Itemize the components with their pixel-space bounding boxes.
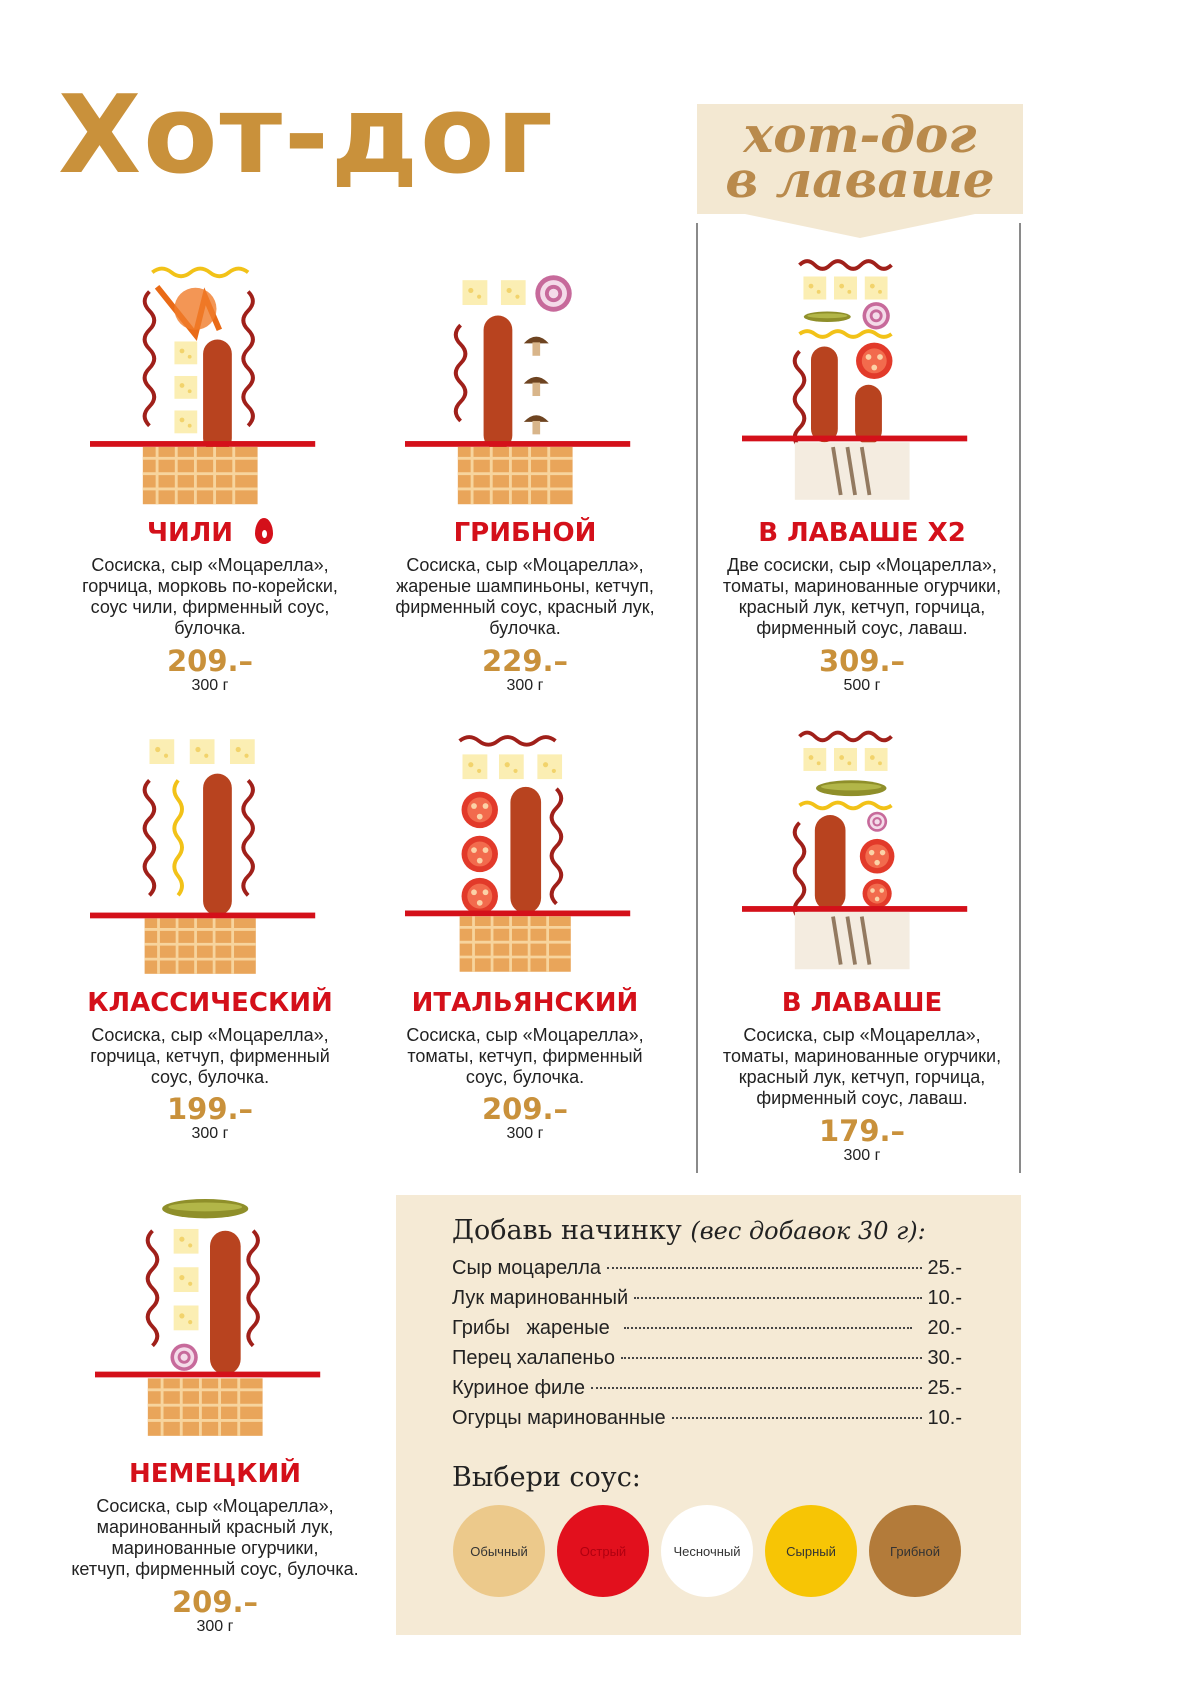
hotdog-lavash-x2-image [742, 255, 972, 505]
item-description: Две сосиски, сыр «Моцарелла», томаты, маринованные огурчики, красный лук, кетчуп, горчица, фирменный соус, лаваш. [722, 555, 1002, 638]
hotdog-mushroom-image [405, 260, 635, 510]
addons-heading: Добавь начинку (вес добавок 30 г): [452, 1215, 926, 1246]
sauce-cheese[interactable]: Сырный [765, 1505, 857, 1597]
sauce-regular[interactable]: Обычный [453, 1505, 545, 1597]
item-weight: 300 г [196, 1618, 234, 1635]
hotdog-chili-image [90, 260, 320, 510]
item-weight: 300 г [191, 1125, 229, 1142]
item-description: Сосиска, сыр «Моцарелла», горчица, морковь по-корейски, соус чили, фирменный соус, булочка. [82, 555, 338, 638]
item-name: В ЛАВАШЕ X2 [758, 518, 966, 548]
item-weight: 300 г [506, 1125, 544, 1142]
item-name: ЧИЛИ [60, 518, 360, 548]
page-title: Хот-дог [58, 73, 555, 198]
sauce-mushroom[interactable]: Грибной [869, 1505, 961, 1597]
lavash-column-left-rule [696, 223, 698, 1173]
item-price: 229.– [481, 644, 569, 678]
item-price: 199.– [166, 1092, 254, 1126]
addon-row: Сыр моцарелла 25.- [452, 1257, 962, 1279]
addon-row: Лук маринованный 10.- [452, 1287, 962, 1309]
hotdog-lavash-image [742, 725, 972, 975]
item-name: В ЛАВАШЕ [781, 988, 943, 1018]
item-description: Сосиска, сыр «Моцарелла», жареные шампиньоны, кетчуп, фирменный соус, красный лук, булочка. [395, 555, 655, 638]
item-name: ГРИБНОЙ [453, 518, 597, 548]
item-price: 209.– [481, 1092, 569, 1126]
lavash-badge-line2: в лаваше [725, 150, 995, 209]
sauce-garlic[interactable]: Чесночный [661, 1505, 753, 1597]
hotdog-italian-image [405, 728, 635, 978]
addon-row: Огурцы маринованные 10.- [452, 1407, 962, 1429]
item-name: ИТАЛЬЯНСКИЙ [411, 988, 639, 1018]
item-weight: 300 г [843, 1147, 881, 1164]
item-price: 209.– [171, 1585, 259, 1619]
hotdog-german-image [95, 1192, 325, 1442]
item-weight: 500 г [843, 677, 881, 694]
sauce-spicy[interactable]: Острый [557, 1505, 649, 1597]
item-description: Сосиска, сыр «Моцарелла», горчица, кетчуп, фирменный соус, булочка. [90, 1025, 330, 1087]
addon-row: Перец халапеньо 30.- [452, 1347, 962, 1369]
item-price: 179.– [818, 1114, 906, 1148]
addon-row: Куриное филе 25.- [452, 1377, 962, 1399]
lavash-badge-pointer [745, 214, 975, 238]
chili-flame-icon [255, 518, 273, 544]
item-weight: 300 г [191, 677, 229, 694]
hotdog-classic-image [90, 732, 320, 982]
item-weight: 300 г [506, 677, 544, 694]
item-description: Сосиска, сыр «Моцарелла», томаты, кетчуп, фирменный соус, булочка. [406, 1025, 644, 1087]
lavash-badge-text [697, 105, 1023, 209]
item-price: 209.– [166, 644, 254, 678]
lavash-badge-line1: хот-дог [743, 105, 977, 164]
item-name: НЕМЕЦКИЙ [128, 1459, 302, 1489]
item-name: КЛАССИЧЕСКИЙ [87, 988, 333, 1018]
item-price: 309.– [818, 644, 906, 678]
sauces-heading: Выбери соус: [452, 1462, 641, 1493]
addon-row: Грибы жареные 20.- [452, 1317, 962, 1339]
item-description: Сосиска, сыр «Моцарелла», маринованный красный лук, маринованные огурчики, кетчуп, фирменный соус, булочка. [71, 1496, 359, 1579]
item-description: Сосиска, сыр «Моцарелла», томаты, маринованные огурчики, красный лук, кетчуп, горчица, фирменный соус, лаваш. [722, 1025, 1002, 1108]
